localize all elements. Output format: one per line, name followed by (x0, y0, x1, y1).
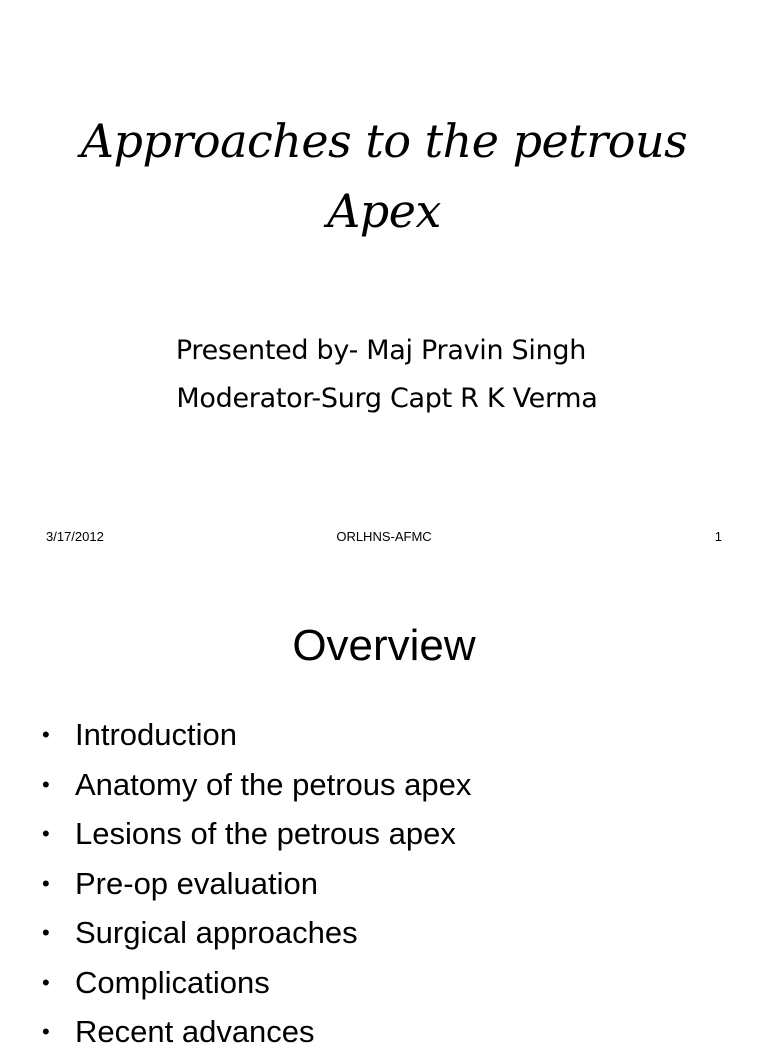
bullet-text: Pre-op evaluation (75, 865, 318, 901)
bullet-dot-icon: • (42, 870, 50, 896)
bullet-dot-icon: • (42, 771, 50, 797)
presenter-line: Presented by- Maj Pravin Singh (175, 335, 587, 366)
bullet-text: Lesions of the petrous apex (75, 816, 456, 851)
footer-organization: ORLHNS-AFMC (336, 529, 432, 544)
bullet-dot-icon: • (42, 722, 50, 747)
bullet-text: Introduction (75, 717, 237, 752)
bullet-dot-icon: • (42, 821, 50, 846)
slide-title-line-2: Apex (327, 184, 441, 238)
overview-title: Overview (292, 621, 476, 670)
moderator-line: Moderator-Surg Capt R K Verma (176, 383, 598, 414)
footer-date: 3/17/2012 (46, 529, 104, 544)
slide-title-line-1: Approaches to the petrous (80, 114, 688, 168)
bullet-text: Surgical approaches (75, 915, 358, 950)
bullet-dot-icon: • (42, 969, 50, 995)
bullet-text: Complications (75, 964, 270, 1000)
bullet-dot-icon: • (42, 920, 50, 945)
bullet-dot-icon: • (42, 1019, 50, 1044)
bullet-text: Recent advances (75, 1014, 315, 1049)
footer-page-number: 1 (714, 529, 722, 544)
bullet-text: Anatomy of the petrous apex (75, 766, 472, 802)
